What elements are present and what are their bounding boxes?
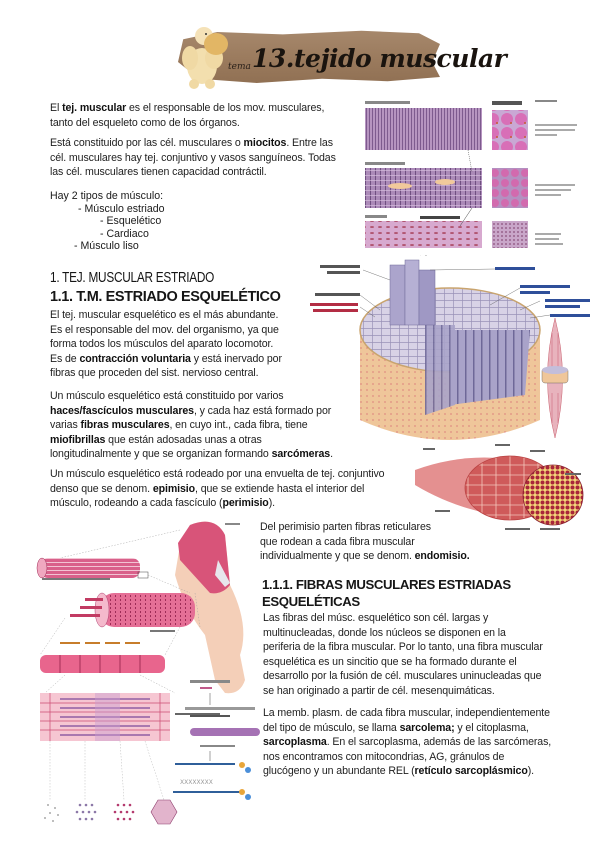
section-heading-1-1-1: 1.1.1. FIBRAS MUSCULARES ESTRIADAS ESQUELÉTICAS bbox=[262, 577, 511, 609]
page-title: 13.tejido muscular bbox=[252, 44, 507, 73]
list-item: - Esquelético bbox=[100, 215, 162, 228]
list-item: - Músculo liso bbox=[74, 240, 139, 253]
muscle-spindle-icon bbox=[540, 318, 570, 438]
intro-paragraph-2: Está constituido por las cél. musculares o miocitos. Entre las cél. musculares hay tej. conjuntivo y vasos sanguíneos. Todas las cél. musculares tienen capacidad contráctil. bbox=[50, 137, 336, 179]
section1-paragraph-2: Un músculo esquelético está constituido por varios haces/fascículos musculares, y cada haz está formado por varias fibras musculares, en cuyo int., cada fibra, tiene miofibrillas que están adosadas unas a otras longitudinalmente y que se organizan formando sarcómeras. bbox=[50, 390, 333, 461]
section1-paragraph-1: El tej. muscular esquelético es el más abundante. Es el responsable del mov. del organismo, ya que forma todos los músculos del aparato locomotor. Es de contracción voluntaria y está inervado por fibras que proceden del sist. nervioso central. bbox=[50, 309, 282, 380]
muscle-hierarchy-diagram bbox=[30, 515, 260, 845]
list-item: - Músculo estriado bbox=[78, 202, 165, 215]
section111-paragraph-1: Las fibras del músc. esquelético son cél. largas y multinucleadas, donde los núcleos se disponen en la periferia de la fibra muscular. Por lo tanto, una fibra muscular esquelética es un sincitio que se ha formado durante el desarrollo por la fusión de cél. musculares uninucleadas que se han originado a partir de cél. mesenquimáticas. bbox=[263, 612, 543, 697]
muscle-section-diagram bbox=[405, 440, 590, 535]
section111-paragraph-2: La memb. plasm. de cada fibra muscular, independientemente del tipo de músculo, se llama sarcolema; y el citoplasma, sarcoplasma. En el sarcoplasma, además de las sarcómeras, nos encontramos con mitocondrias, AG, gránulos de glucógeno y un abundante REL (retículo sarcoplásmico). bbox=[263, 707, 552, 778]
muscle-types-list bbox=[50, 190, 250, 253]
types-intro: Hay 2 tipos de músculo: bbox=[50, 190, 164, 202]
list-item: - Cardiaco bbox=[100, 227, 149, 240]
histology-figure bbox=[360, 98, 590, 248]
section-heading-1: 1. TEJ. MUSCULAR ESTRIADO bbox=[50, 270, 215, 286]
muscular-doge-mascot-icon bbox=[178, 16, 238, 90]
intro-paragraph-1: El tej. muscular es el responsable de los mov. musculares, tanto del esqueleto como de los órganos. bbox=[50, 102, 325, 129]
section1-paragraph-3: Un músculo esquelético está rodeado por una envuelta de tej. conjuntivo denso que se denom. epimisio, que se extiende hasta el interior del músculo, rodeando a cada fascículo (perimisio). bbox=[50, 468, 385, 510]
svg-text:XXXXXXXX: XXXXXXXX bbox=[180, 779, 213, 786]
banner-prefix: tema bbox=[228, 62, 251, 72]
section1-paragraph-4: Del perimisio parten fibras reticulares que rodean a cada fibra muscular individualmente y que se denom. endomisio. bbox=[260, 521, 470, 563]
section-heading-1-1: 1.1. T.M. ESTRIADO ESQUELÉTICO bbox=[50, 289, 281, 305]
